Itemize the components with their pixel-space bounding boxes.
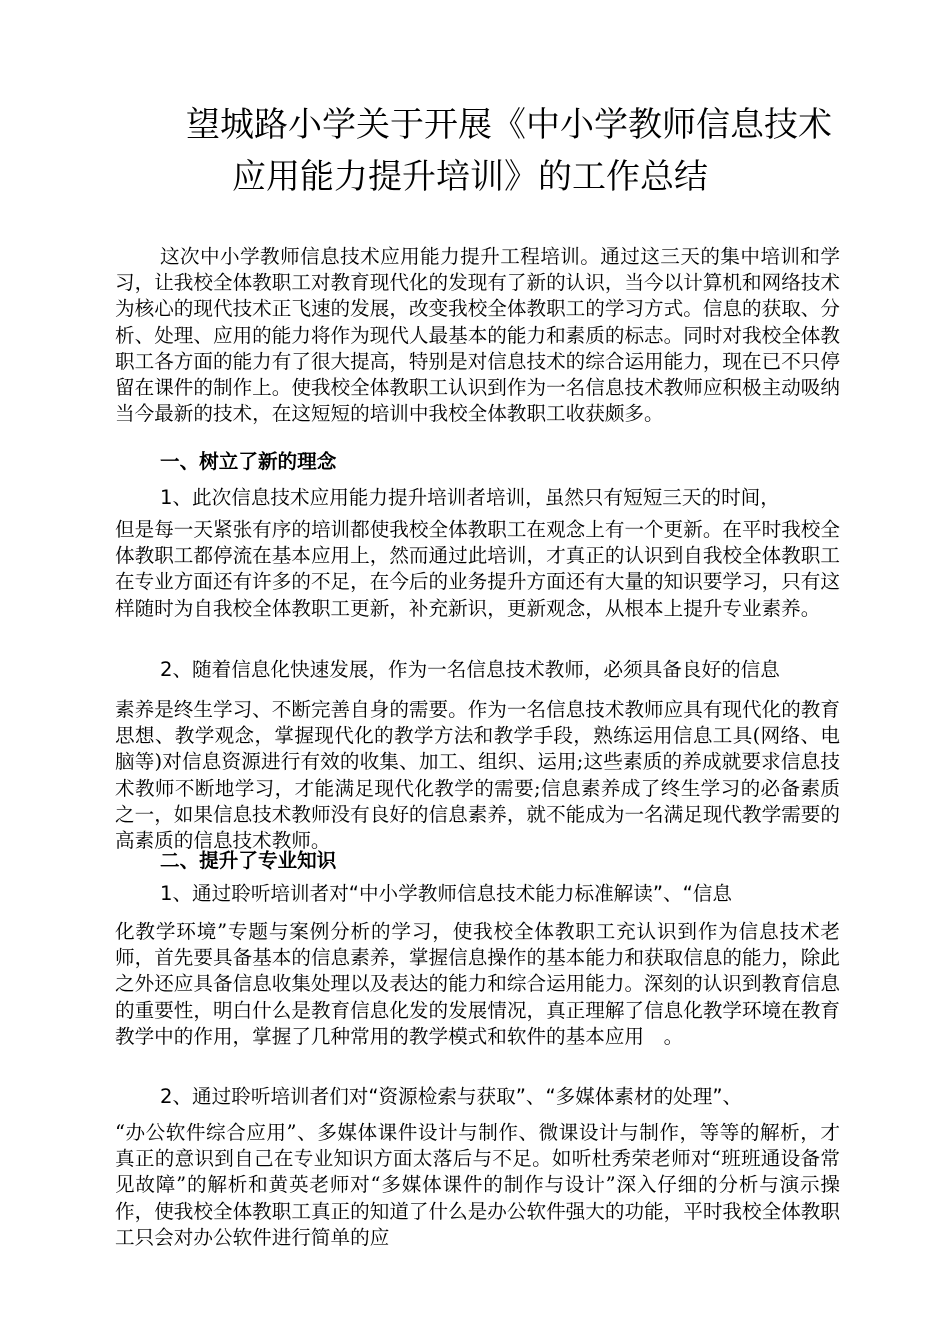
section-2-para-1-first-line: 1、通过聆听培训者对“中小学教师信息技术能力标准解读”、“信息: [160, 882, 732, 905]
section-1-para-1-text: 但是每一天紧张有序的培训都使我校全体教职工在观念上有一个更新。在平时我校全体教职工都停流在基本应用上，然而通过此培训，才真正的认识到自我校全体教职工在专业方面还有许多的不足，在今后的业务提升方面还有大量的知识要学习，只有这样随时为自我校全体教职工更新，补充新识，更新观念，从根本上提升专业素养。: [115, 518, 840, 620]
section-1-para-2-first-line: 2、随着信息化快速发展，作为一名信息技术教师，必须具备良好的信息: [160, 658, 780, 681]
section-2-heading: 二、提升了专业知识: [160, 849, 337, 872]
section-2-para-1-body: [115, 919, 840, 1050]
section-1-para-1-body: [115, 517, 840, 622]
section-2-para-2-text: “办公软件综合应用”、多媒体课件设计与制作、微课设计与制作，等等的解析，才真正的意识到自己在专业知识方面太落后与不足。如听杜秀荣老师对“班班通设备常见故障”的解析和黄英老师对“多媒体课件的制作与设计”深入仔细的分析与演示操作，使我校全体教职工真正的知道了什么是办公软件强大的功能，平时我校全体教职工只会对办公软件进行简单的应: [115, 1121, 840, 1249]
section-2-para-2-first-line: 2、通过聆听培训者们对“资源检索与获取”、“多媒体素材的处理”、: [160, 1085, 743, 1108]
section-2-para-2-body: [115, 1120, 840, 1251]
section-1-para-1-first-line: 1、此次信息技术应用能力提升培训者培训，虽然只有短短三天的时间，: [160, 486, 780, 509]
intro-text: 这次中小学教师信息技术应用能力提升工程培训。通过这三天的集中培训和学习，让我校全体教职工对教育现代化的发现有了新的认识，当今以计算机和网络技术为核心的现代技术正飞速的发展，改变我校全体教职工的学习方式。信息的获取、分析、处理、应用的能力将作为现代人最基本的能力和素质的标志。同时对我校全体教职工各方面的能力有了很大提高，特别是对信息技术的综合运用能力，现在已不只停留在课件的制作上。使我校全体教职工认识到作为一名信息技术教师应积极主动吸纳当今最新的技术，在这短短的培训中我校全体教职工收获颇多。: [115, 245, 840, 426]
document-title-line-2: 应用能力提升培训》的工作总结: [232, 157, 708, 197]
section-1-para-2-text: 素养是终生学习、不断完善自身的需要。作为一名信息技术教师应具有现代化的教育思想、教学观念，掌握现代化的教学方法和教学手段，熟练运用信息工具(网络、电脑等)对信息资源进行有效的收集、加工、组织、运用;这些素质的养成就要求信息技术教师不断地学习，才能满足现代化教学的需要;信息素养成了终生学习的必备素质之一，如果信息技术教师没有良好的信息素养，就不能成为一名满足现代教学需要的高素质的信息技术教师。: [115, 698, 840, 853]
section-2-para-1-text: 化教学环境”专题与案例分析的学习，使我校全体教职工充认识到作为信息技术老师，首先要具备基本的信息素养，掌握信息操作的基本能力和获取信息的能力，除此之外还应具备信息收集处理以及表达的能力和综合运用能力。深刻的认识到教育信息的重要性，明白什么是教育信息化发的发展情况，真正理解了信息化教学环境在教育教学中的作用，掌握了几种常用的教学模式和软件的基本应用 。: [115, 920, 840, 1048]
section-1-para-2-body: [115, 697, 840, 854]
section-1-heading: 一、树立了新的理念: [160, 450, 337, 473]
intro-paragraph: [115, 244, 840, 427]
document-title-line-1: 望城路小学关于开展《中小学教师信息技术: [186, 105, 832, 145]
